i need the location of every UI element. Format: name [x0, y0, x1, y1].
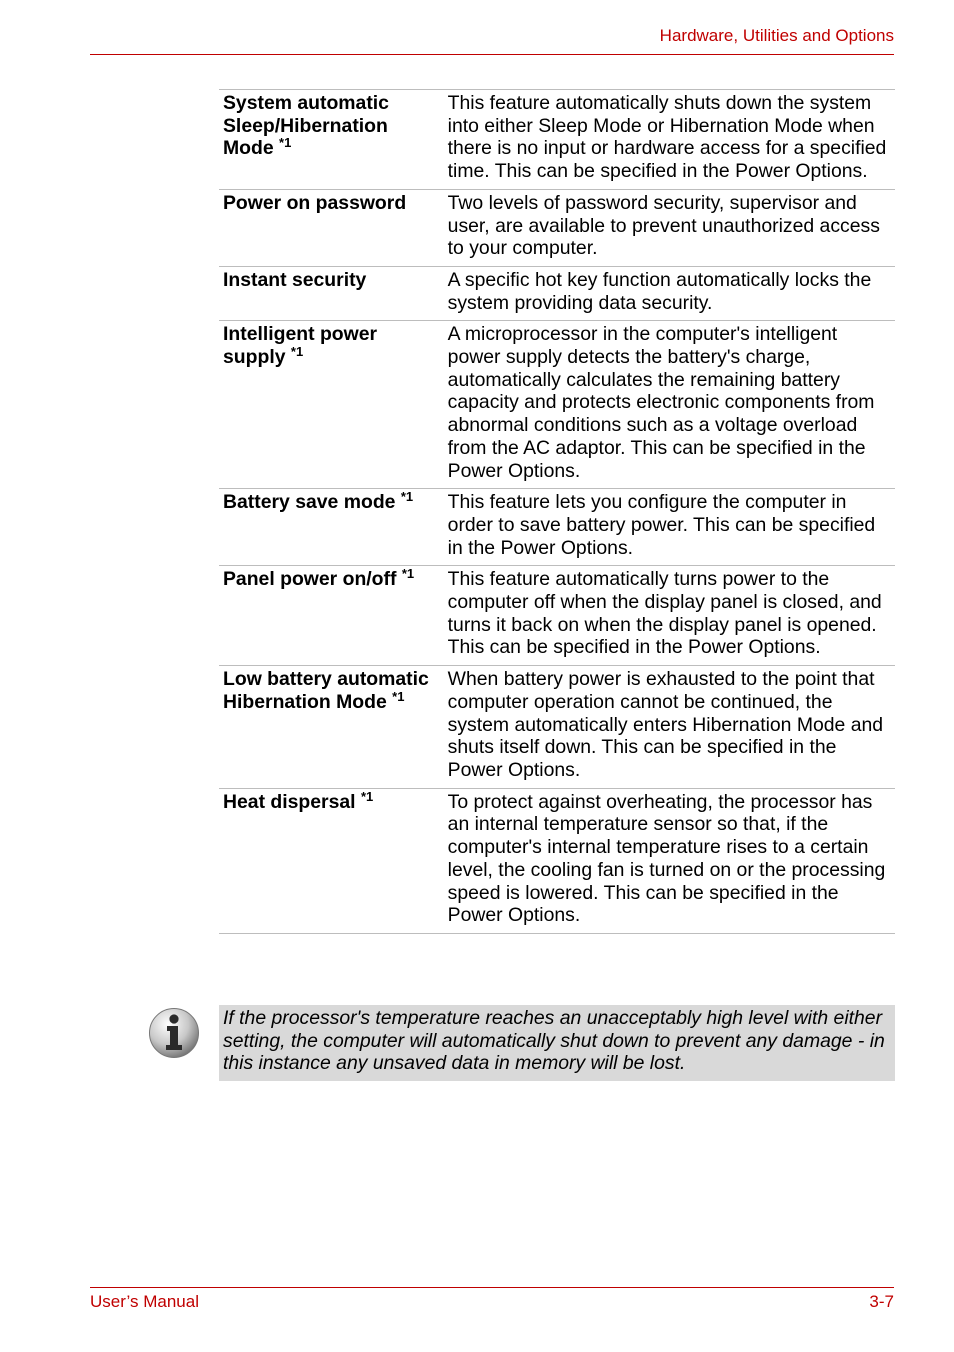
- features-table: [219, 89, 895, 934]
- feature-description: When battery power is exhausted to the point that computer operation cannot be continued, the system automatically enters Hibernation Mode and shuts itself down. This can be specified in the Power Options.: [447, 668, 884, 781]
- note-callout: [219, 1005, 895, 1081]
- table-row: [219, 489, 895, 566]
- feature-description: To protect against overheating, the processor has an internal temperature sensor so that, if the computer's internal temperature rises to a certain level, the cooling fan is turned on or the processing speed is lowered. This can be specified in the Power Options.: [447, 790, 886, 927]
- table-row: [219, 90, 895, 190]
- feature-description: A specific hot key function automatically locks the system providing data security.: [447, 268, 872, 314]
- page-number: 3-7: [869, 1292, 894, 1311]
- feature-term: [219, 666, 444, 789]
- footnote-marker: *1: [400, 489, 414, 505]
- footnote-marker: *1: [401, 566, 415, 582]
- table-row: [219, 788, 895, 933]
- feature-description: Two levels of password security, supervisor and user, are available to prevent unauthorized access to your computer.: [447, 191, 880, 260]
- header-section-title: Hardware, Utilities and Options: [659, 26, 894, 45]
- info-icon: [148, 1007, 200, 1059]
- feature-term-label: Panel power on/off: [223, 568, 397, 591]
- footnote-marker: *1: [290, 344, 304, 360]
- feature-term-label: Heat dispersal: [223, 790, 356, 813]
- feature-term-label: Instant security: [223, 268, 367, 291]
- table-row: [219, 321, 895, 489]
- feature-term-label: System automatic Sleep/Hibernation Mode: [223, 92, 389, 160]
- table-row: [219, 666, 895, 789]
- table-row: [219, 266, 895, 320]
- feature-description: This feature automatically shuts down the system into either Sleep Mode or Hibernation Mode when there is no input or hardware access for a specified time. This can be specified in the Power Options.: [447, 92, 887, 183]
- feature-term: [219, 90, 444, 190]
- feature-description: A microprocessor in the computer's intelligent power supply detects the battery's charge, automatically calculates the remaining battery capacity and protects electronic components from abnormal conditions such as a voltage overload from the AC adaptor. This can be specified in the Power Options.: [447, 323, 875, 482]
- header-divider: [90, 54, 894, 55]
- footer-divider: [90, 1287, 894, 1288]
- table-row: [219, 189, 895, 266]
- feature-term-label: Intelligent power supply: [223, 323, 378, 369]
- feature-term: [219, 189, 444, 266]
- footnote-marker: *1: [279, 135, 292, 151]
- footer-manual-title: User’s Manual: [90, 1292, 199, 1311]
- feature-term: [219, 321, 444, 489]
- feature-description: This feature automatically turns power to the computer off when the display panel is closed, and turns it back on when the display panel is opened. This can be specified in the Power Options.: [447, 568, 882, 659]
- footnote-marker: *1: [392, 688, 405, 704]
- feature-term: [219, 566, 444, 666]
- feature-term: [219, 489, 444, 566]
- table-row: [219, 566, 895, 666]
- feature-term-label: Battery save mode: [223, 491, 396, 514]
- feature-term: [219, 266, 444, 320]
- feature-description: This feature lets you configure the computer in order to save battery power. This can be specified in the Power Options.: [447, 491, 876, 559]
- footnote-marker: *1: [360, 788, 374, 804]
- note-text: If the processor's temperature reaches an unacceptably high level with either setting, the computer will automatically shut down to prevent any damage - in this instance any unsaved data in memory will be lost.: [223, 1007, 885, 1075]
- feature-term: [219, 788, 444, 933]
- feature-term-label: Low battery automatic Hibernation Mode: [223, 668, 429, 713]
- feature-term-label: Power on password: [223, 191, 407, 214]
